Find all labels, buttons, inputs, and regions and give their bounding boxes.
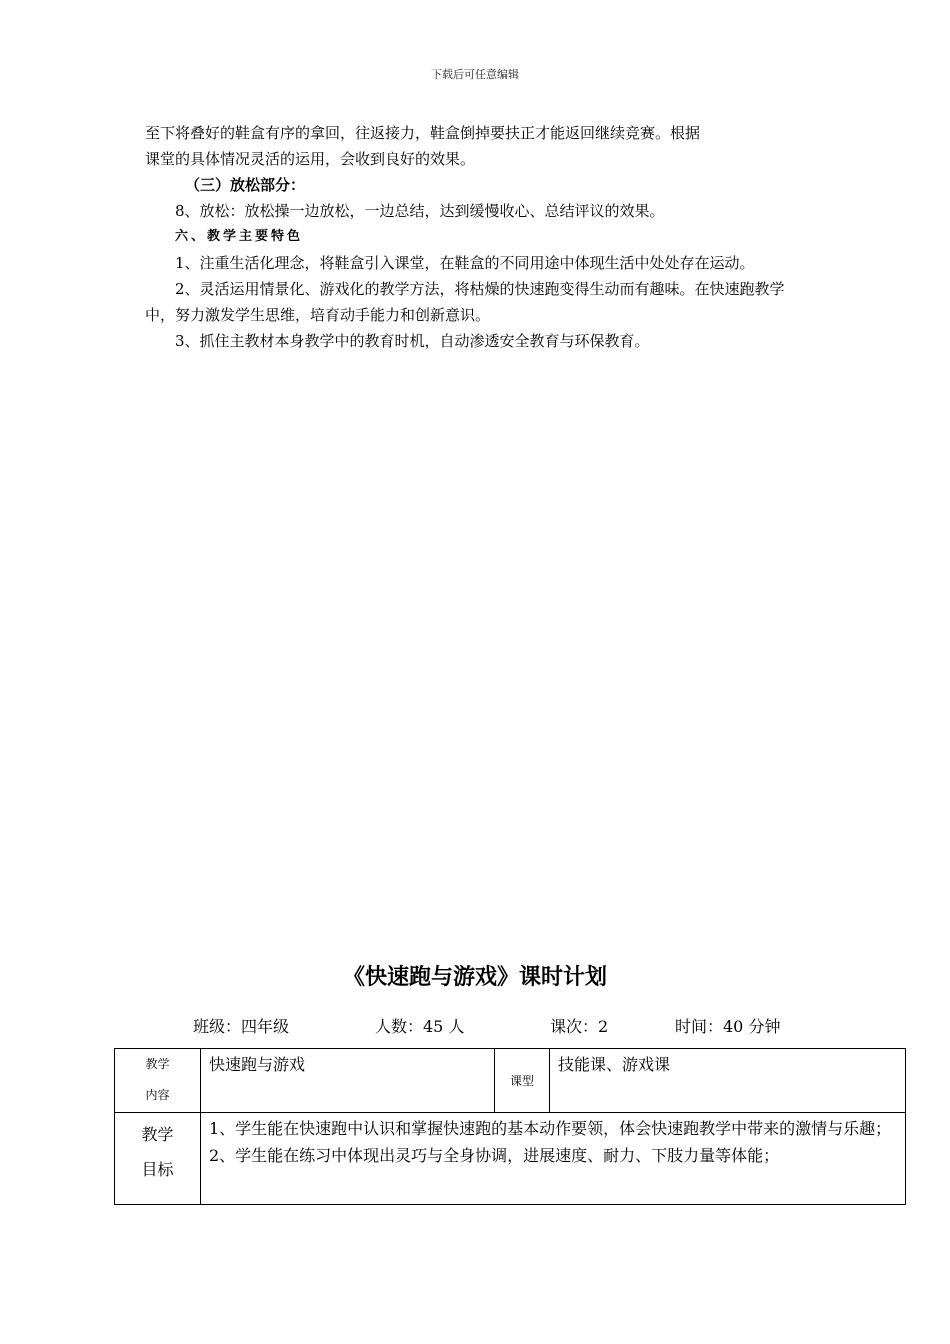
- section-heading-features: 六、教学主要特色: [175, 229, 304, 244]
- table-row: [115, 1049, 906, 1113]
- feature-item-1: 1、注重生活化理念，将鞋盒引入课堂，在鞋盒的不同用途中体现生活中处处存在运动。: [175, 254, 755, 272]
- content-label-line: 教学: [145, 1057, 170, 1071]
- type-label-cell: 课型: [495, 1049, 550, 1113]
- feature-item-2: 2、灵活运用情景化、游戏化的教学方法，将枯燥的快速跑变得生动而有趣味。在快速跑教学中，努力激发学生思维，培育动手能力和创新意识。: [145, 280, 785, 324]
- table-row: [115, 1113, 906, 1205]
- class-info: 班级：四年级: [193, 1017, 290, 1036]
- content-value-cell: 快速跑与游戏: [201, 1049, 495, 1113]
- subheading-relax: （三）放松部分：: [185, 176, 306, 194]
- lesson-plan-table: [114, 1048, 906, 1205]
- goal-label-cell: [115, 1113, 201, 1205]
- type-value-cell: 技能课、游戏课: [550, 1049, 906, 1113]
- goal-label-line: 目标: [141, 1160, 174, 1179]
- paragraph-line: 至下将叠好的鞋盒有序的拿回，往返接力，鞋盒倒掉要扶正才能返回继续竞赛。根据: [145, 124, 701, 142]
- feature-item-3: 3、抓住主教材本身教学中的教育时机，自动渗透安全教育与环保教育。: [175, 332, 650, 350]
- lesson-number: 课次：2: [550, 1017, 609, 1036]
- goal-value-cell: [201, 1113, 906, 1205]
- document-body: [145, 120, 810, 354]
- goal-label-line: 教学: [141, 1125, 174, 1144]
- student-count: 人数：45 人: [375, 1017, 465, 1036]
- goal-item-1: 1、学生能在快速跑中认识和掌握快速跑的基本动作要领，体会快速跑教学中带来的激情与乐趣；: [209, 1119, 892, 1138]
- lesson-plan-title: 《快速跑与游戏》课时计划: [342, 965, 607, 990]
- content-label-line: 内容: [145, 1088, 170, 1102]
- paragraph-line: 课堂的具体情况灵活的运用，会收到良好的效果。: [145, 150, 476, 168]
- page-header-note: 下载后可任意编辑: [431, 68, 519, 81]
- goal-item-2: 2、学生能在练习中体现出灵巧与全身协调，进展速度、耐力、下肢力量等体能；: [209, 1146, 780, 1165]
- item-8: 8、放松：放松操一边放松，一边总结，达到缓慢收心、总结评议的效果。: [175, 202, 665, 220]
- lesson-duration: 时间：40 分钟: [675, 1017, 781, 1036]
- content-label-cell: [115, 1049, 201, 1113]
